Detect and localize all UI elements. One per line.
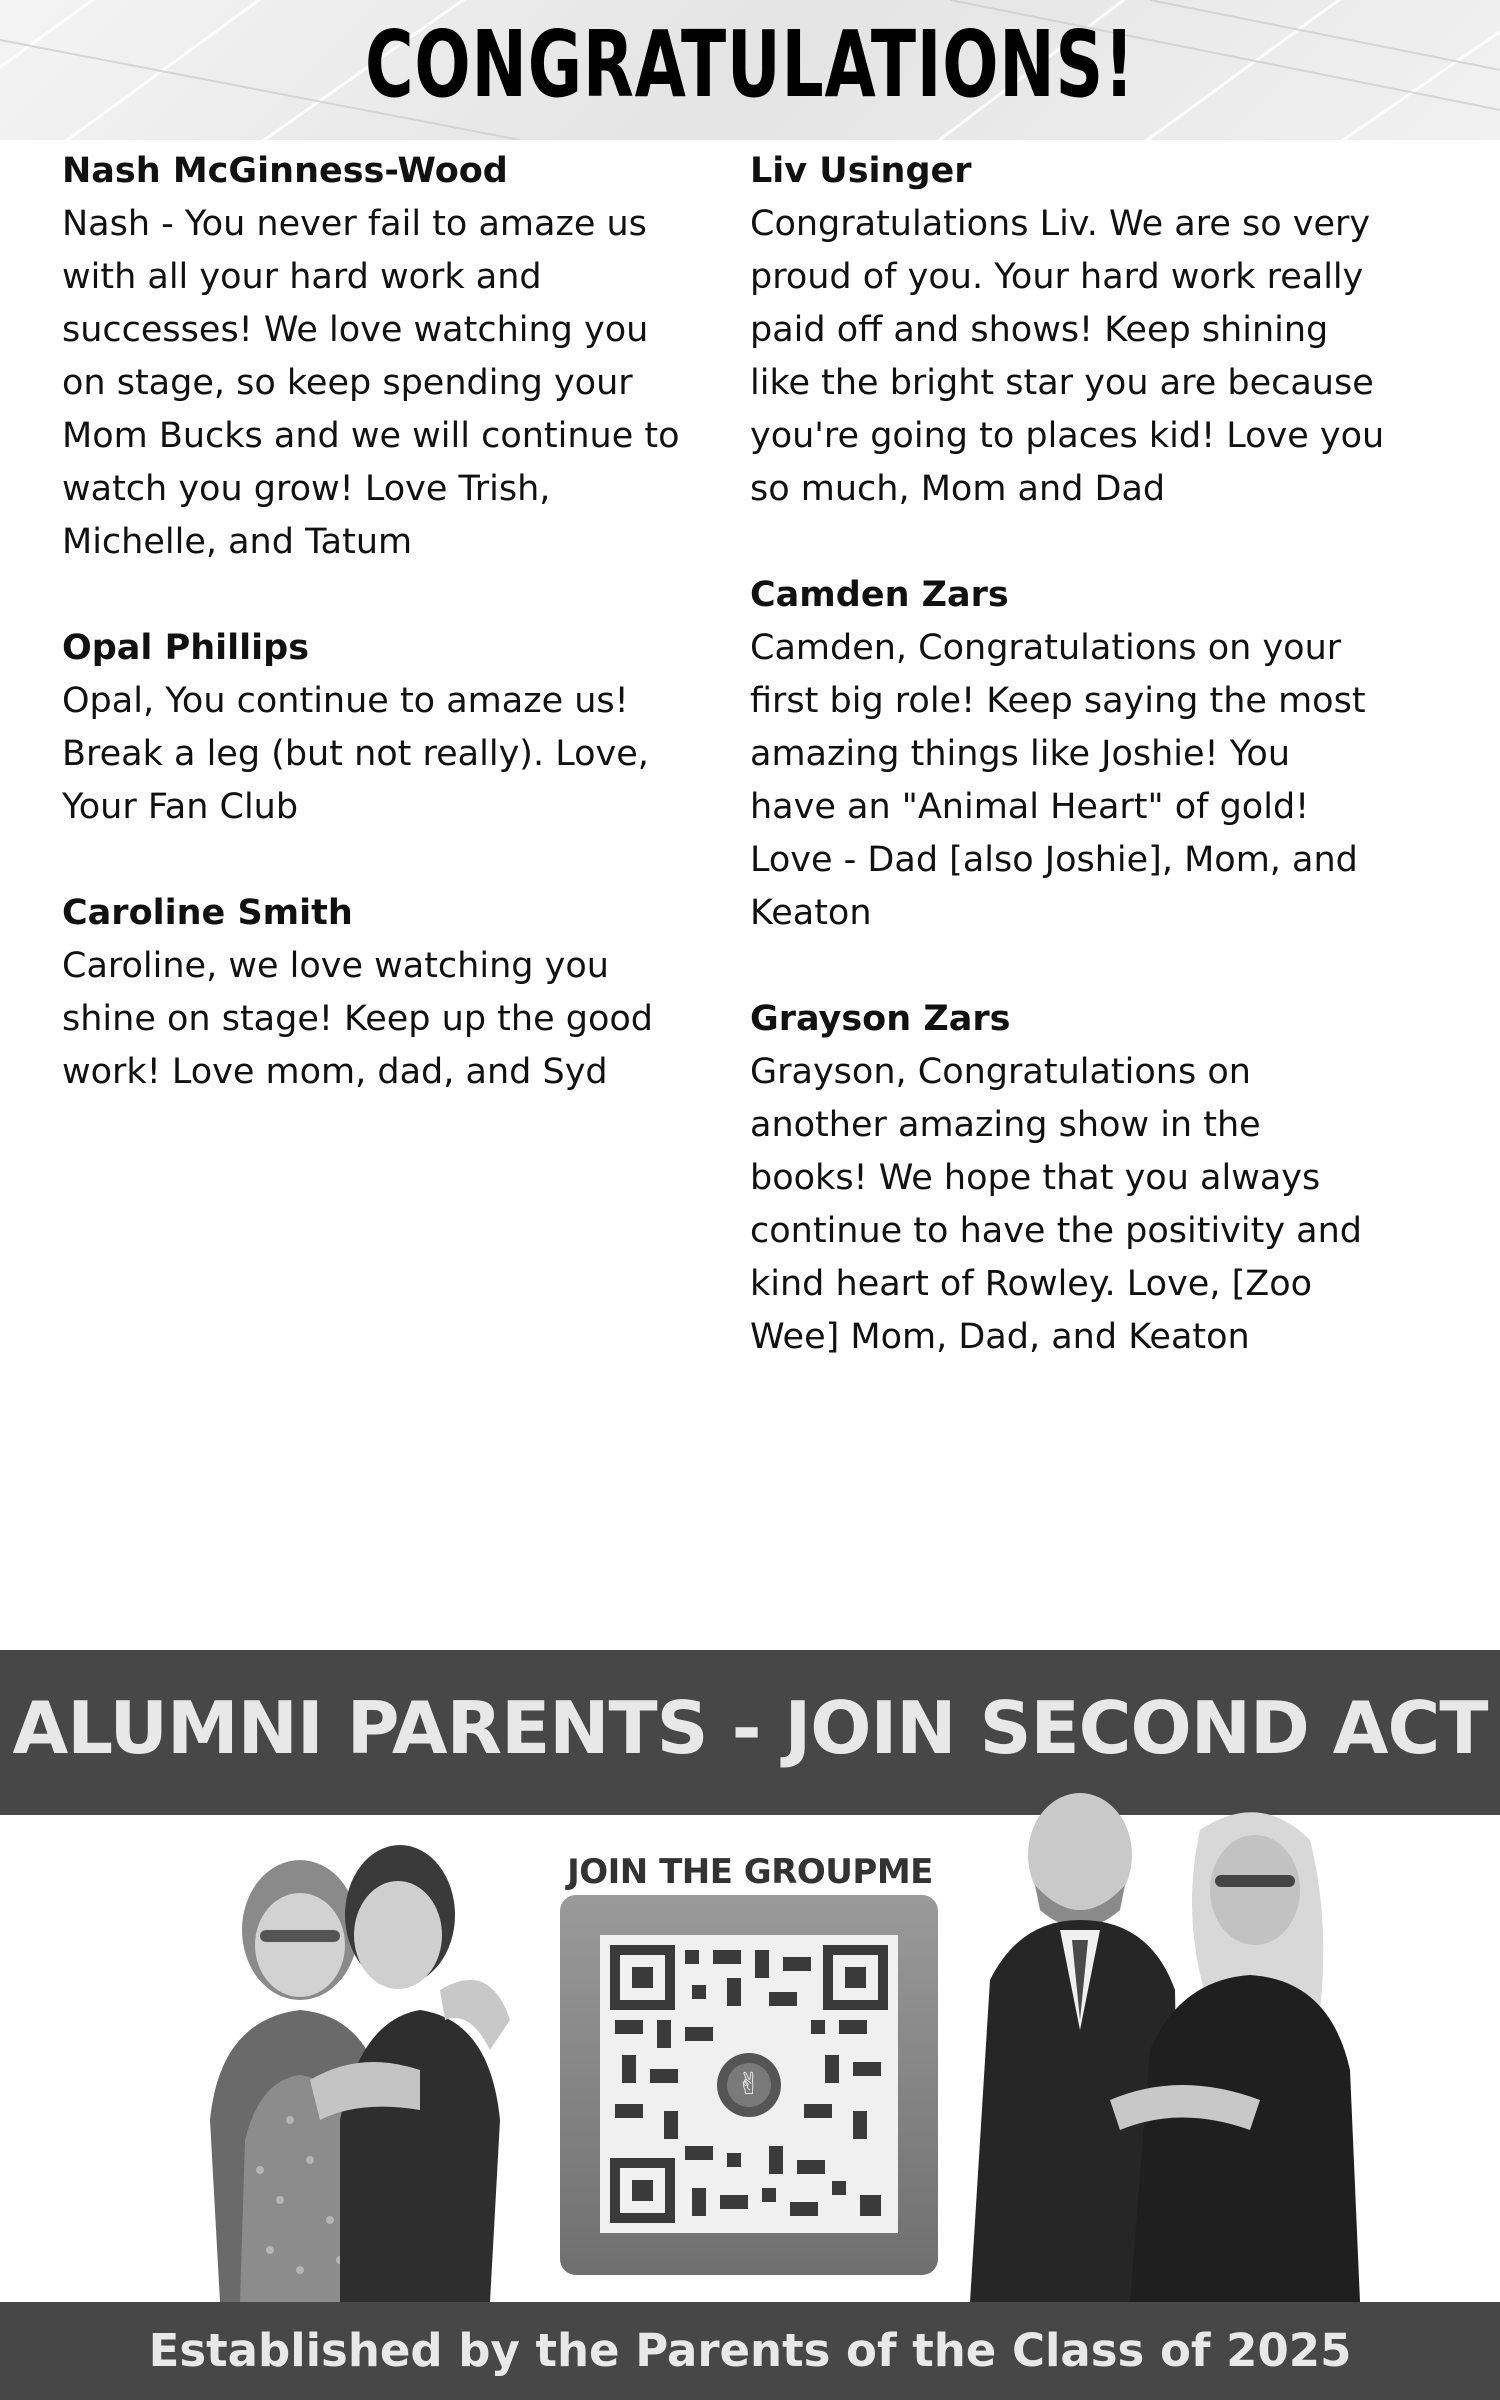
message-entry xyxy=(62,145,712,569)
message-text xyxy=(62,198,712,569)
message-line: amazing things like Joshie! You xyxy=(750,734,1291,774)
message-line: like the bright star you are because xyxy=(750,363,1374,403)
message-entry xyxy=(750,569,1400,940)
message-line: Mom Bucks and we will continue to xyxy=(62,416,680,456)
parents-photo-left xyxy=(190,1820,560,2302)
message-line: Break a leg (but not really). Love, xyxy=(62,734,649,774)
qr-card[interactable] xyxy=(560,1895,938,2275)
header-banner xyxy=(0,0,1500,140)
page-title: CONGRATULATIONS! xyxy=(365,11,1135,118)
ad-footer-bar xyxy=(0,2302,1500,2400)
message-text xyxy=(750,1046,1400,1364)
message-line: Your Fan Club xyxy=(62,787,299,827)
groupme-label: JOIN THE GROUPME xyxy=(567,1852,933,1892)
message-line: with all your hard work and xyxy=(62,257,542,297)
honoree-name: Caroline Smith xyxy=(62,893,353,933)
message-line: Love - Dad [also Joshie], Mom, and xyxy=(750,840,1358,880)
message-text xyxy=(750,198,1400,516)
second-act-advertisement xyxy=(0,1650,1500,2400)
message-entry xyxy=(750,145,1400,516)
honoree-name: Grayson Zars xyxy=(750,999,1011,1039)
message-entry xyxy=(750,993,1400,1364)
message-line: Congratulations Liv. We are so very xyxy=(750,204,1371,244)
message-text xyxy=(62,940,712,1099)
message-line: on stage, so keep spending your xyxy=(62,363,633,403)
message-line: first big role! Keep saying the most xyxy=(750,681,1366,721)
message-line: kind heart of Rowley. Love, [Zoo xyxy=(750,1264,1313,1304)
message-line: Michelle, and Tatum xyxy=(62,522,413,562)
message-line: so much, Mom and Dad xyxy=(750,469,1166,509)
message-line: Keaton xyxy=(750,893,872,933)
message-line: Caroline, we love watching you xyxy=(62,946,609,986)
message-line: shine on stage! Keep up the good xyxy=(62,999,653,1039)
message-line: books! We hope that you always xyxy=(750,1158,1321,1198)
message-line: you're going to places kid! Love you xyxy=(750,416,1385,456)
message-line: Wee] Mom, Dad, and Keaton xyxy=(750,1317,1250,1357)
message-entry xyxy=(62,622,712,834)
honoree-name: Liv Usinger xyxy=(750,151,972,191)
peace-hand-icon: ✌ xyxy=(736,2067,762,2102)
ad-title: ALUMNI PARENTS - JOIN SECOND ACT xyxy=(12,1686,1488,1770)
message-line: proud of you. Your hard work really xyxy=(750,257,1364,297)
message-line: Grayson, Congratulations on xyxy=(750,1052,1251,1092)
message-line: Nash - You never fail to amaze us xyxy=(62,204,647,244)
message-line: watch you grow! Love Trish, xyxy=(62,469,551,509)
parents-photo-right xyxy=(960,1770,1380,2302)
message-line: successes! We love watching you xyxy=(62,310,649,350)
message-line: Camden, Congratulations on your xyxy=(750,628,1342,668)
messages-column-left xyxy=(62,145,712,1152)
message-line: work! Love mom, dad, and Syd xyxy=(62,1052,608,1092)
message-line: have an "Animal Heart" of gold! xyxy=(750,787,1310,827)
message-line: paid off and shows! Keep shining xyxy=(750,310,1329,350)
honoree-name: Camden Zars xyxy=(750,575,1009,615)
honoree-name: Nash McGinness-Wood xyxy=(62,151,508,191)
message-line: Opal, You continue to amaze us! xyxy=(62,681,629,721)
message-text xyxy=(750,622,1400,940)
message-line: another amazing show in the xyxy=(750,1105,1261,1145)
ad-footer-text: Established by the Parents of the Class of 2025 xyxy=(148,2324,1352,2377)
message-entry xyxy=(62,887,712,1099)
message-line: continue to have the positivity and xyxy=(750,1211,1363,1251)
honoree-name: Opal Phillips xyxy=(62,628,310,668)
message-text xyxy=(62,675,712,834)
messages-column-right xyxy=(750,145,1400,1417)
